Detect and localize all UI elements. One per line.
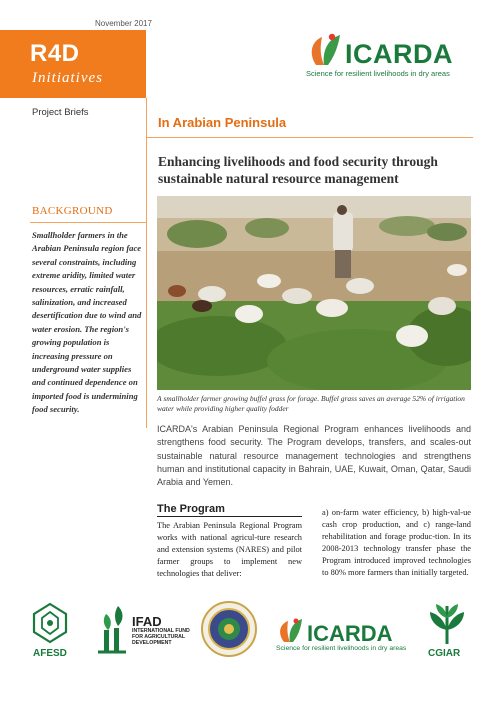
intro-paragraph: ICARDA's Arabian Peninsula Regional Program enhances livelihoods and strengthens food security. The Program develops, transfers, and scales-out sustainable natural resource management technologies and strengthens human and institutional capacity in Bahrain, UAE, Kuwait, Oman, Qatar, Saudi Arabia and Yemen. <box>157 424 471 488</box>
icarda-leaf-icon <box>306 31 344 67</box>
afesd-emblem-icon <box>32 602 68 644</box>
icarda-bottom-logo-text: ICARDA <box>307 621 393 646</box>
program-heading: The Program <box>157 503 225 515</box>
title-rule <box>147 137 473 138</box>
ifad-full-name: INTERNATIONAL FUND FOR AGRICULTURAL DEVELOPMENT <box>132 628 190 647</box>
r4d-subtitle: Initiatives <box>32 70 103 86</box>
column-divider <box>146 98 147 428</box>
icarda-logo-text: ICARDA <box>345 39 453 69</box>
section-label: Project Briefs <box>32 107 89 118</box>
gcc-seal-icon <box>200 600 258 658</box>
icarda-bottom-leaf-icon <box>276 616 306 644</box>
afesd-logo-text: AFESD <box>33 648 67 659</box>
ifad-emblem-icon <box>96 604 130 656</box>
program-text-col2: a) on-farm water efficiency, b) high-val-ue cash crop production, and c) range-land rehabilitation and forage produc-tion. In its 2008-2013 technology transfer phase the Program introduced improved technologies to 80% more farmers than initially targeted. <box>322 508 471 577</box>
photo-caption: A smallholder farmer growing buffel grass for forage. Buffel grass saves an average 52% of irrigation water while providing higher quality fodder <box>157 394 465 413</box>
program-rule <box>157 516 302 517</box>
region-title: In Arabian Peninsula <box>158 115 287 130</box>
program-text-col1: The Arabian Peninsula Regional Program works with national agricul-ture research and extension systems (NARES) and pilot farmer groups to implement new technologies that deliver: <box>157 521 302 578</box>
r4d-title: R4D <box>30 40 80 67</box>
background-text: Smallholder farmers in the Arabian Peninsula region face several constraints, including extreme aridity, limited water resources, erratic rainfall, salinization, and increased desertification due to wind and water erosion. The region's growing population is increasing pressure on underground water supplies and continued dependence on imported food is undermining food security. <box>32 230 142 415</box>
farm-photo <box>157 196 471 390</box>
icarda-bottom-tagline: Science for resilient livelihoods in dry areas <box>276 645 407 652</box>
background-label: BACKGROUND <box>32 205 113 217</box>
headline: Enhancing livelihoods and food security through sustainable natural resource management <box>158 154 438 186</box>
ifad-logo-text: IFAD <box>132 614 162 629</box>
background-rule <box>30 222 146 223</box>
cgiar-logo-text: CGIAR <box>428 648 461 659</box>
icarda-tagline: Science for resilient livelihoods in dry areas <box>306 69 450 78</box>
cgiar-wheat-icon <box>424 600 470 646</box>
publication-date: November 2017 <box>95 19 152 28</box>
